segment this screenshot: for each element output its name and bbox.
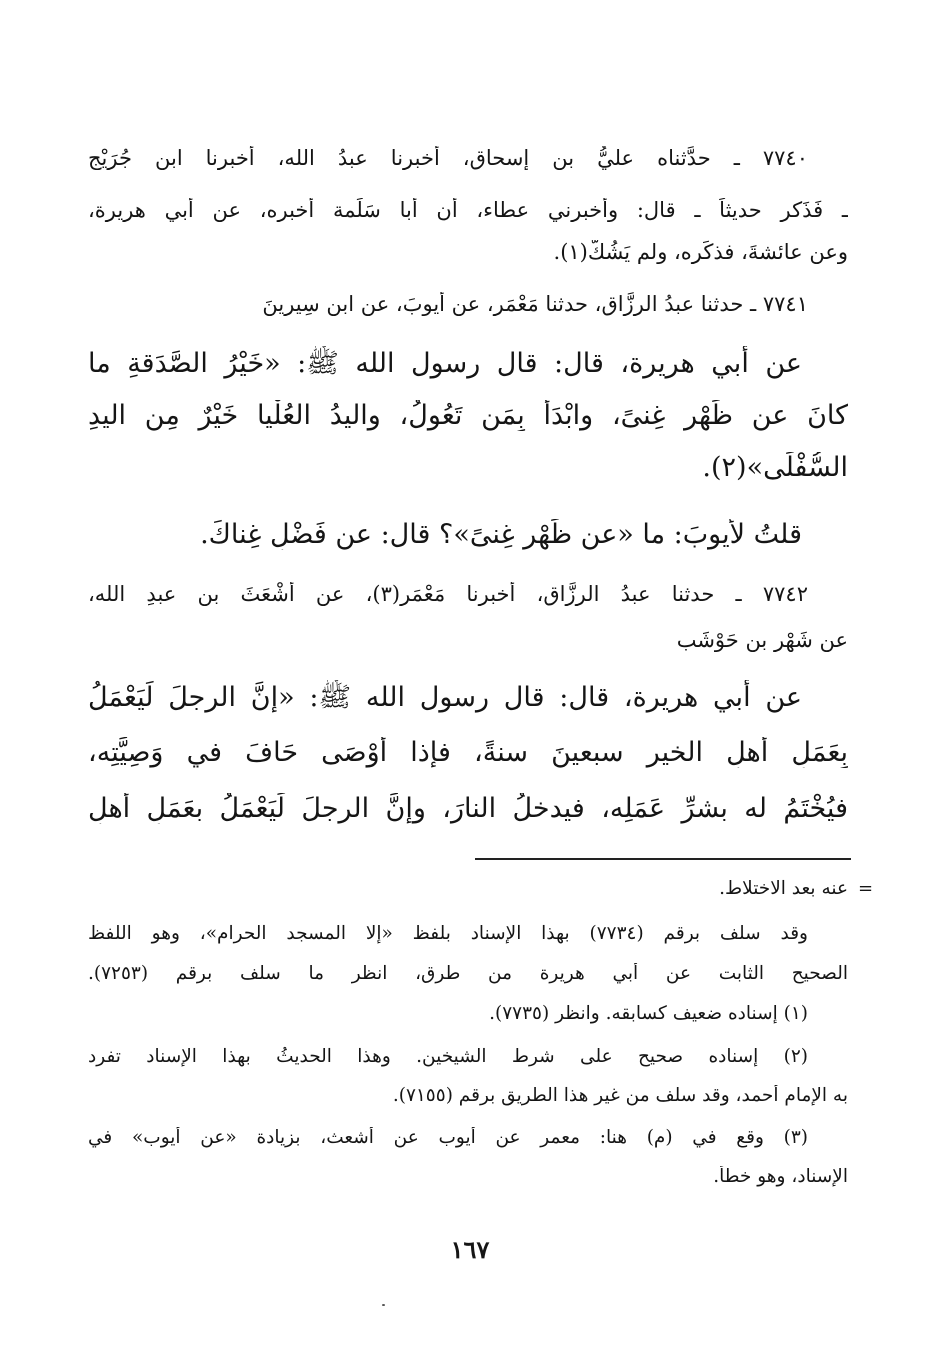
- footnote-continuation-mark: =: [858, 878, 874, 899]
- footnote-3-line-1: (٣) وقع في (م) هنا: معمر عن أيوب عن أشعث، بزيادة «عن أيوب» في: [88, 1127, 808, 1148]
- hadith-7742-chain-line-1: ٧٧٤٢ ـ حدثنا عبدُ الرزَّاق، أخبرنا مَعْمَر(٣)، عن أَشْعَثَ بن عبدِ الله،: [88, 582, 808, 606]
- hadith-7741-matn-line-3: السُّفْلَى»(٢).: [702, 452, 848, 483]
- hadith-7741-matn-line-1: عن أبي هريرة، قال: قال رسول الله ﷺ: «خَيْرُ الصَّدَقةِ ما: [88, 348, 802, 379]
- hadith-7740-line-2: ـ فَذَكر حديثاً ـ قال: وأخبرني عطاء، أن أبا سَلَمة أخبره، عن أبي هريرة،: [88, 198, 848, 222]
- footnote-sa-line-1: وقد سلف برقم (٧٧٣٤) بهذا الإسناد بلفظ «إلا المسجد الحرام»، وهو اللفظ: [88, 923, 808, 944]
- footnote-2-line-1: (٢) إسناده صحيح على شرط الشيخين. وهذا الحديثُ بهذا الإسناد تفرد: [88, 1046, 808, 1067]
- hadith-7742-matn-line-2: بِعَمَلِ أَهلِ الخيرِ سبعينَ سنةً، فإذا أَوْصَى حَافَ في وَصِيَّتِه،: [88, 737, 848, 768]
- page-number: ١٦٧: [450, 1235, 490, 1264]
- footnote-2-line-2: به الإمام أحمد، وقد سلف من غير هذا الطريق برقم (٧١٥٥).: [392, 1085, 848, 1106]
- footnote-1: (١) إسناده ضعيف كسابقه. وانظر (٧٧٣٥).: [489, 1003, 808, 1024]
- hadith-7740-line-1: ٧٧٤٠ ـ حدَّثناه عليُّ بن إسحاق، أخبرنا عبدُ الله، أخبرنا ابن جُرَيْج: [88, 146, 808, 170]
- footnote-3-line-2: الإسناد، وهو خطأ.: [713, 1166, 848, 1187]
- footnote-continuation: عنه بعد الاختلاط.: [719, 878, 848, 899]
- hadith-7741-chain: ٧٧٤١ ـ حدثنا عبدُ الرزَّاق، حدثنا مَعْمَر، عن أيوبَ، عن ابن سِيرينَ: [262, 292, 808, 316]
- hadith-7742-chain-line-2: عن شَهْر بن حَوْشَب: [676, 628, 848, 652]
- scan-speck: [382, 1304, 385, 1306]
- footnote-separator: [475, 858, 851, 860]
- hadith-7740-line-3: وعن عائشةَ، فذكَره، ولم يَشُكَّ(١).: [553, 240, 848, 264]
- hadith-7742-matn-line-3: فيُخْتَمُ له بشرِّ عَمَلِه، فيدخلُ النارَ، وإنَّ الرجلَ لَيَعْمَلُ بعَمَلِ أَهلِ: [88, 793, 848, 824]
- hadith-7742-matn-line-1: عن أبي هريرة، قال: قال رسول الله ﷺ: «إنَّ الرجلَ لَيَعْمَلُ: [88, 682, 802, 713]
- hadith-7741-question: قلتُ لأيوبَ: ما «عن ظَهْرِ غِنىً»؟ قال: عن فَضْلِ غِناكَ.: [200, 519, 802, 550]
- footnote-sa-line-2: الصحيح الثابت عن أبي هريرة من طرق، انظر ما سلف برقم (٧٢٥٣).: [88, 963, 848, 984]
- hadith-7741-matn-line-2: كانَ عن ظَهْرِ غِنىً، وابْدَأْ بِمَن تَعُولُ، واليدُ العُلْيا خَيْرٌ مِن اليدِ: [88, 400, 848, 431]
